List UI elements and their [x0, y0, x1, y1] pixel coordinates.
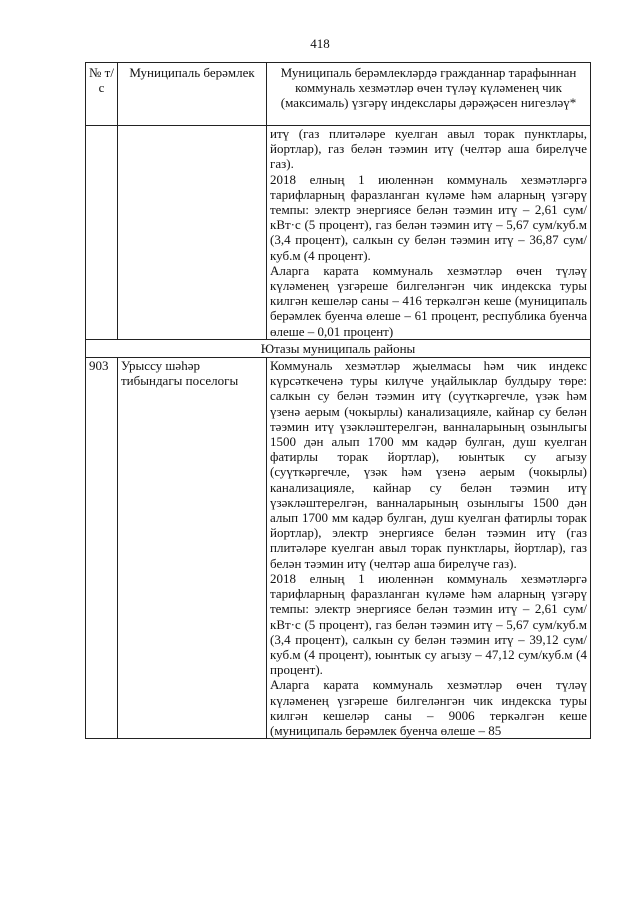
paragraph: итү (газ плитәләре куелган авыл торак пунктлары, йортлар), газ белән тәэмин итү (челтәр аша бирелүче газ). [270, 126, 587, 172]
table-header-row [86, 63, 591, 126]
district-row [86, 339, 591, 357]
page-number: 418 [310, 36, 330, 51]
row-description [267, 358, 591, 739]
district-title: Ютазы муниципаль районы [86, 339, 591, 357]
header-number: № т/с [86, 63, 118, 126]
header-index: Муниципаль берәмлекләрдә гражданнар тарафыннан коммуналь хезмәтләр өчен түләү күләменең чик (максималь) үзгәрү индекслары дәрәҗәсен нигезләү* [267, 63, 591, 126]
row-municipality: Урыссу шәһәр тибындагы поселогы [118, 358, 267, 739]
paragraph: Аларга карата коммуналь хезмәтләр өчен түләү күләменең үзгәреше билгеләнгән чик индекска туры килгән кешеләр саны – 416 теркәлгән кеше (муниципаль берәмлек буенча өлеше – 61 процент, республика буенча өлеше – 0,01 процент) [270, 262, 587, 339]
paragraph: Коммуналь хезмәтләр җыелмасы һәм чик индекс күрсәткеченә туры килүче уңайлыклар булдыру төре: салкын су белән тәэмин итү (суүткәргечле, үзәк һәм үзенә аерым (чокырлы) канализацияле, кайнар су белән тәэмин итү үзәкләштерелгән, ванналарының озынлыгы 1500 дән алып 1700 мм кадәр булган, душ куелган фатирлы торак йортлар), юынтык су агызу (суүткәргечле, үзәк һәм үзенә аерым (чокырлы) канализацияле, кайнар су белән тәэмин итү үзәкләштерелгән, ванналарының озынлыгы 1500 дән алып 1700 мм кадәр булган, душ куелган фатирлы торак йортлар), электр энергиясе белән тәэмин итү (газ плитәләре куелган авыл торак пунктлары, йортлар), газ белән тәэмин итү (челтәр аша бирелүче газ). [270, 358, 587, 571]
row-number: 903 [86, 358, 118, 739]
row-description [267, 126, 591, 340]
paragraph: 2018 елның 1 июленнән коммуналь хезмәтләргә тарифларның фаразланган күләме һәм аларның үзгәрү темпы: электр энергиясе белән тәэмин итү – 2,61 сум/кВт·с (5 процент), газ белән тәэмин итү – 5,67 сум/куб.м (3,4 процент), салкын су белән тәэмин итү – 39,12 сум/куб.м (4 процент), юынтык су агызу – 47,12 сум/куб.м (4 процент). [270, 570, 587, 678]
paragraph: 2018 елның 1 июленнән коммуналь хезмәтләргә тарифларның фаразланган күләме һәм аларның үзгәрү темпы: электр энергиясе белән тәэмин итү – 2,61 сум/кВт·с (5 процент), газ белән тәэмин итү – 5,67 сум/куб.м (3,4 процент), салкын су белән тәэмин итү – 36,87 сум/куб.м (4 процент). [270, 171, 587, 263]
tariff-table [85, 62, 591, 739]
paragraph: Аларга карата коммуналь хезмәтләр өчен түләү күләменең үзгәреше билгеләнгән чик индекска туры килгән кешеләр саны – 9006 теркәлгән кеше (муниципаль берәмлек буенча өлеше – 85 [270, 677, 587, 738]
row-number [86, 126, 118, 340]
row-municipality [118, 126, 267, 340]
table-row [86, 358, 591, 739]
header-municipality: Муниципаль берәмлек [118, 63, 267, 126]
table-row [86, 126, 591, 340]
